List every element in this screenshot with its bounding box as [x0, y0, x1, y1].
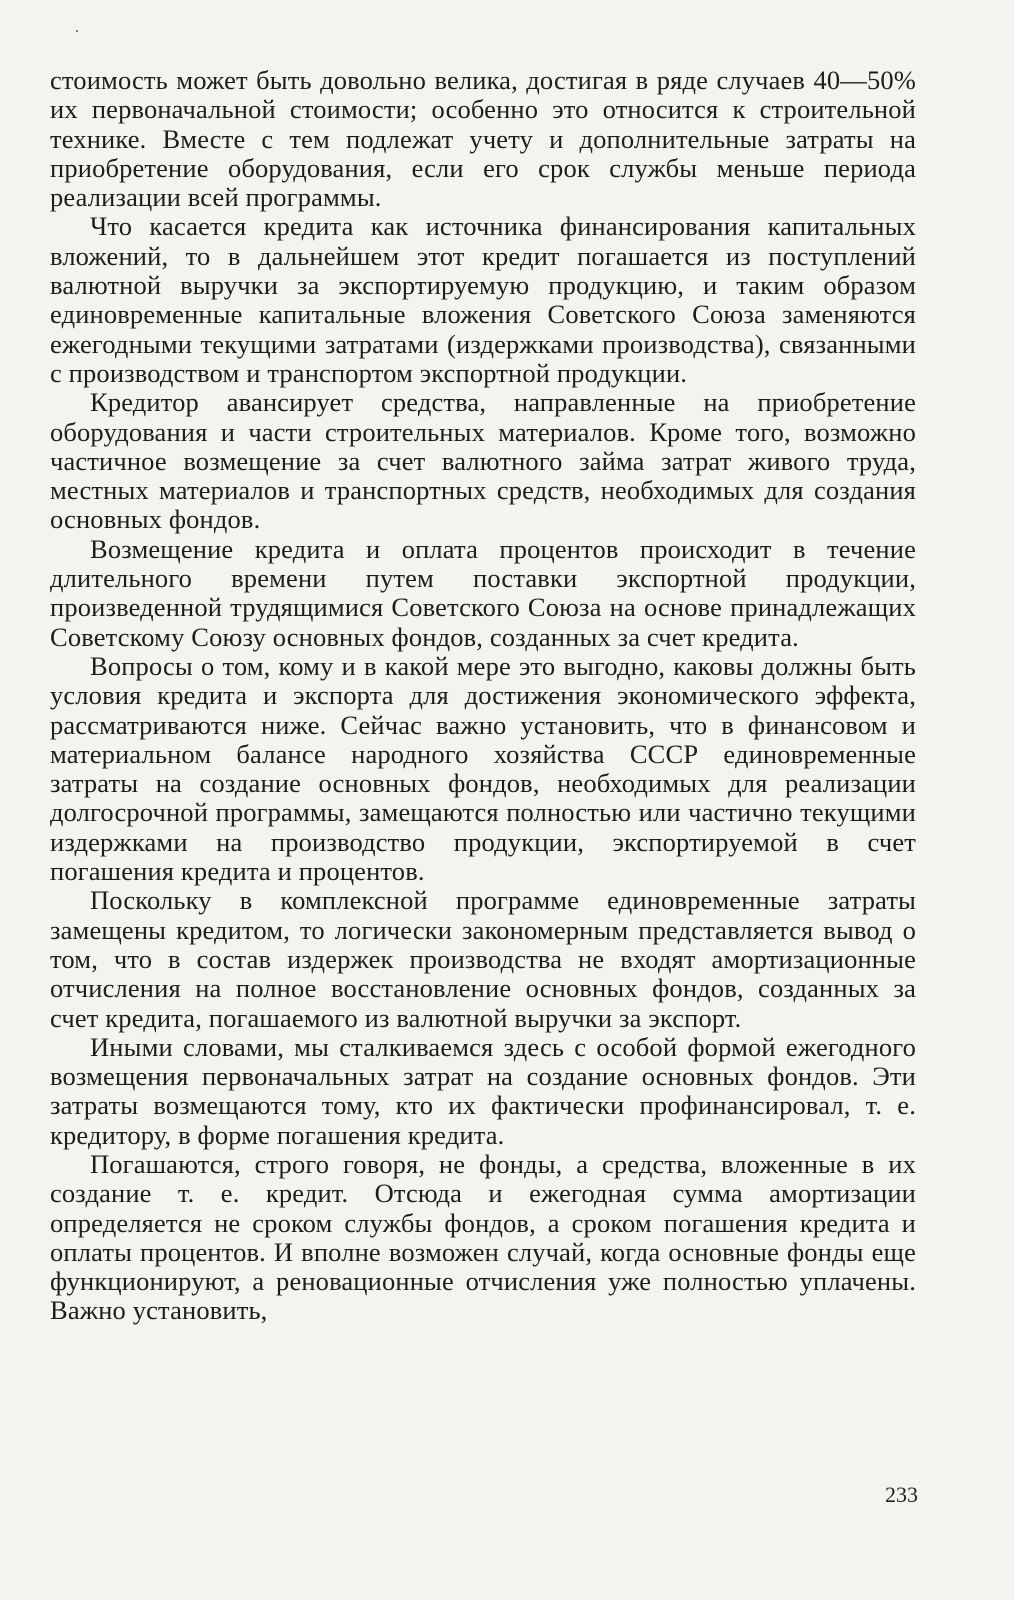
paragraph: Погашаются, строго говоря, не фонды, а средства, вложенные в их создание т. е. кредит. Отсюда и ежегодная сумма амортизации определяется не сроком службы фондов, а сроком погашения кредита и оплаты процентов. И вполне возможен случай, когда основные фонды еще функционируют, а реновационные отчисления уже полностью уплачены. Важно установить,: [50, 1148, 916, 1326]
paragraph: Поскольку в комплексной программе единовременные затраты замещены кредитом, то логически закономерным представляется вывод о том, что в состав издержек производства не входят амортизационные отчисления на полное восстановление основных фондов, созданных за счет кредита, погашаемого из валютной выручки за экспорт.: [50, 885, 916, 1033]
page-number: 233: [885, 1482, 918, 1507]
paragraph: Иными словами, мы сталкиваемся здесь с особой формой ежегодного возмещения первоначальных затрат на создание основных фондов. Эти затраты возмещаются тому, кто их фактически профинансировал, т. е. кредитору, в форме погашения кредита.: [50, 1031, 916, 1150]
paragraph: Возмещение кредита и оплата процентов происходит в течение длительного времени путем поставки экспортной продукции, произведенной трудящимися Советского Союза на основе принадлежащих Советскому Союзу основных фондов, созданных за счет кредита.: [50, 533, 916, 652]
paragraph: Кредитор авансирует средства, направленные на приобретение оборудования и части строительных материалов. Кроме того, возможно частичное возмещение за счет валютного займа затрат живого труда, местных материалов и транспортных средств, необходимых для создания основных фондов.: [50, 387, 916, 535]
paragraph: Что касается кредита как источника финансирования капитальных вложений, то в дальнейшем этот кредит погашается из поступлений валютной выручки за экспортируемую продукцию, и таким образом единовременные капитальные вложения Советского Союза заменяются ежегодными текущими затратами (издержками производства), связанными с производством и транспортом экспортной продукции.: [50, 211, 916, 388]
paragraph: Вопросы о том, кому и в какой мере это выгодно, каковы должны быть условия кредита и экспорта для достижения экономического эффекта, рассматриваются ниже. Сейчас важно установить, что в финансовом и материальном балансе народного хозяйства СССР единовременные затраты на создание основных фондов, необходимых для реализации долгосрочной программы, замещаются полностью или частично текущими издержками на производство продукции, экспортируемой в счет погашения кредита и процентов.: [50, 650, 916, 887]
paragraph: стоимость может быть довольно велика, достигая в ряде случаев 40—50% их первоначальной стоимости; особенно это относится к строительной технике. Вместе с тем подлежат учету и дополнительные затраты на приобретение оборудования, если его срок службы меньше периода реализации всей программы.: [50, 65, 916, 213]
page-body: [50, 66, 916, 1326]
scan-speck: [76, 30, 78, 32]
